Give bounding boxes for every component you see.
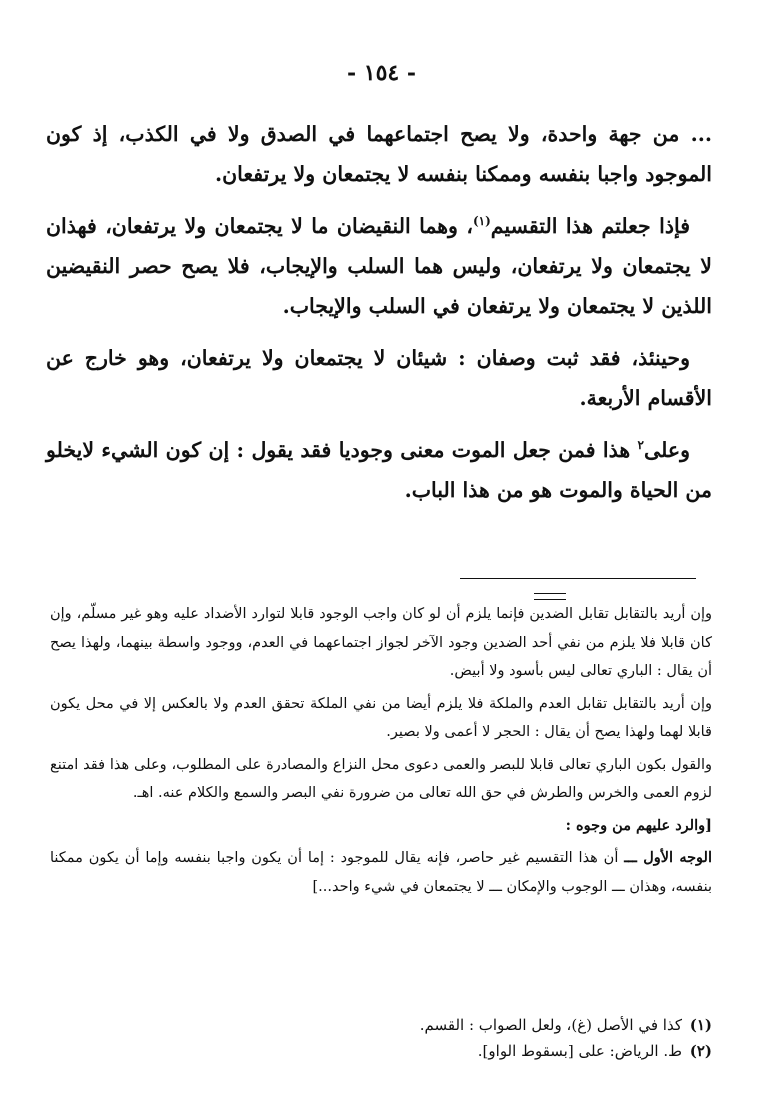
note-paragraph-1: وإن أريد بالتقابل تقابل الضدين فإنما يلزم أن لو كان واجب الوجود قابلا لتوارد الأضداد عليه وهو غير مسلّم، وإن كان قابلا فلا يلزم من نفي أحد الضدين وجود الآخر لجواز اجتماعهما في العدم، ووجود واسطة بينهما، ولهذا يصح أن يقال : الباري تعالى ليس بأسود ولا أبيض. xyxy=(50,606,712,679)
footnote-2 xyxy=(50,1038,712,1064)
footnote-ref-1[interactable]: (١) xyxy=(472,214,491,229)
note-heading: [والرد عليهم من وجوه : xyxy=(565,816,712,834)
main-paragraph-4-text-a: وعلى xyxy=(643,438,690,462)
main-paragraph-2 xyxy=(46,206,712,326)
footnote-1-number: (١) xyxy=(689,1016,712,1034)
footnote-1-text: كذا في الأصل (غ)، ولعل الصواب : القسم. xyxy=(419,1016,682,1034)
main-paragraph-4-text-b: هذا فمن جعل الموت معنى وجوديا فقد يقول : إن كون الشيء لايخلو من الحياة والموت هو من هذا الباب. xyxy=(46,438,712,502)
main-text xyxy=(46,114,712,522)
note-paragraph-2: وإن أريد بالتقابل تقابل العدم والملكة فلا يلزم أيضا من نفي الملكة تحقق العدم ولا بالعكس إلا في محل يكون قابلا لهما ولهذا يصح أن يقال : الحجر لا أعمى ولا بصير. xyxy=(50,695,712,740)
main-paragraph-4 xyxy=(46,430,712,510)
double-rule-divider xyxy=(534,593,566,600)
main-paragraph-1 xyxy=(46,114,712,194)
footnote-ref-2[interactable]: ٢ xyxy=(637,438,644,453)
note-paragraph-3: والقول بكون الباري تعالى قابلا للبصر والعمى دعوى محل النزاع والمصادرة على المطلوب، وعلى هذا فقد امتنع لزوم العمى والخرس والطرش في حق الله تعالى من ضرورة نفي البصر والسمع والكلام عنه. اهـ. xyxy=(50,756,712,801)
footnote-2-number: (٢) xyxy=(689,1042,712,1060)
note-paragraph-5-text: أن هذا التقسيم غير حاصر، فإنه يقال للموجود : إما أن يكون واجبا بنفسه وإما أن يكون ممكنا بنفسه، وهذان ـــ الوجوب والإمكان ـــ لا يجتمعان في شيء واحد...] xyxy=(50,850,712,895)
main-paragraph-2-text-a: فإذا جعلتم هذا التقسيم xyxy=(490,214,690,238)
main-paragraph-2-text-b: ، وهما النقيضان ما لا يجتمعان ولا يرتفعان، فهذان لا يجتمعان ولا يرتفعان، وليس هما السلب والإيجاب، فلا يصح حصر النقيضين اللذين لا يجتمعان ولا يرتفعان في السلب والإيجاب. xyxy=(46,214,712,318)
main-paragraph-3-text: وحينئذ، فقد ثبت وصفان : شيئان لا يجتمعان ولا يرتفعان، وهو خارج عن الأقسام الأربعة. xyxy=(46,346,712,410)
notes-block xyxy=(50,600,712,905)
main-paragraph-3 xyxy=(46,338,712,418)
note-paragraph-5 xyxy=(50,844,712,901)
note-subheading: الوجه الأول ـــ xyxy=(624,849,712,866)
footnotes xyxy=(50,1012,712,1064)
page-number: - ١٥٤ - xyxy=(346,60,417,86)
footnote-separator xyxy=(460,578,696,579)
main-paragraph-1-text: ... من جهة واحدة، ولا يصح اجتماعهما في الصدق ولا في الكذب، إذ كون الموجود واجبا بنفسه وممكنا بنفسه لا يجتمعان ولا يرتفعان. xyxy=(46,122,712,186)
footnote-1 xyxy=(50,1012,712,1038)
footnote-2-text: ط. الرياض: على [بسقوط الواو]. xyxy=(477,1042,682,1060)
